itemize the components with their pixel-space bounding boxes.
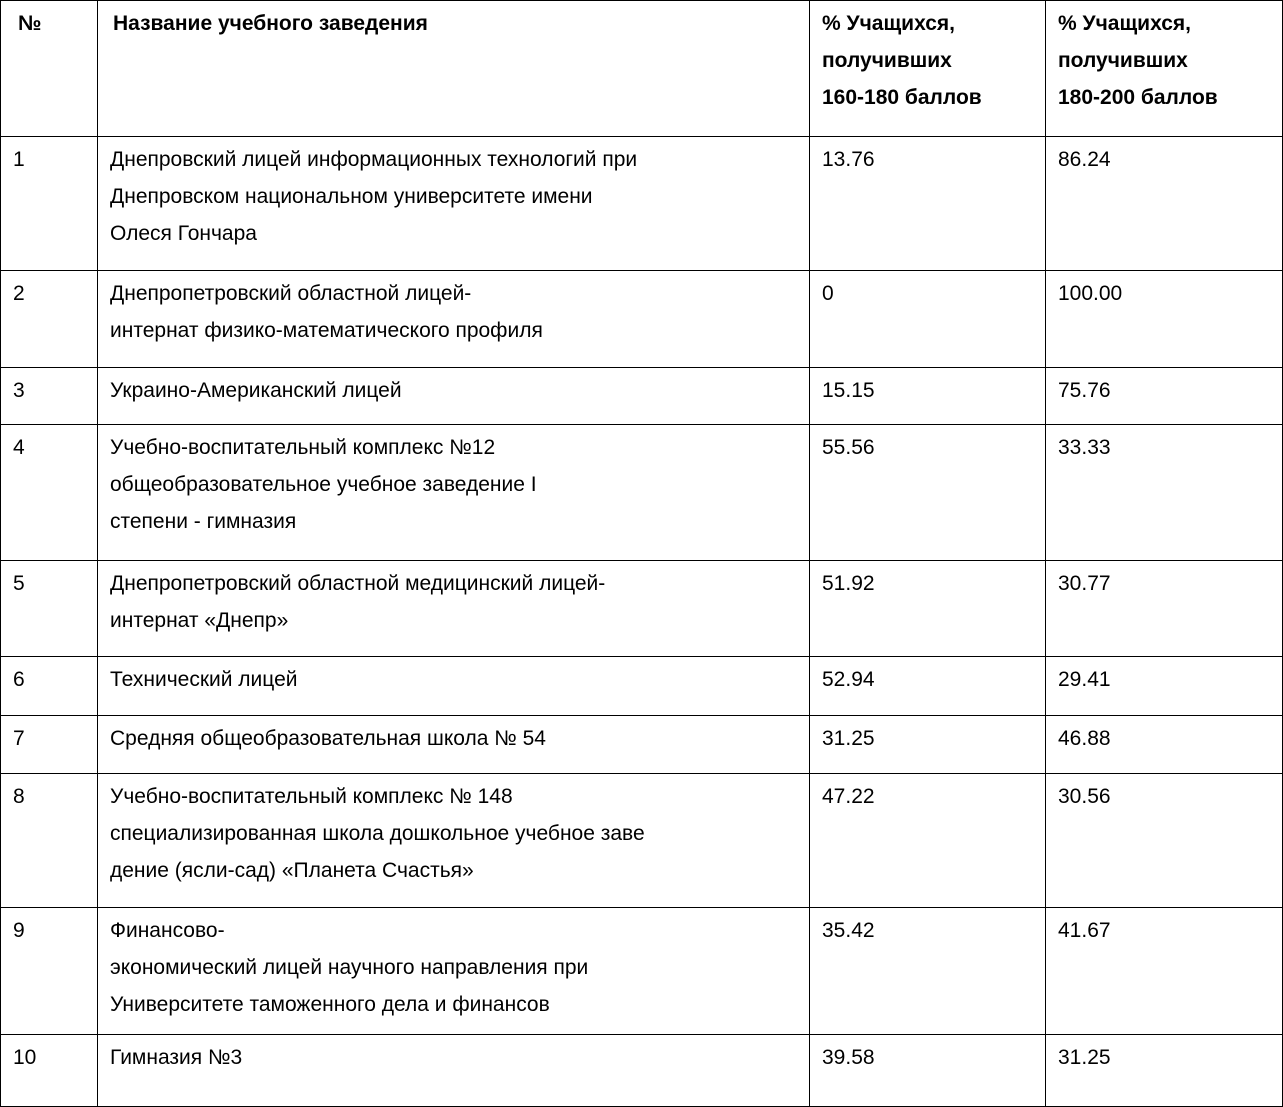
row-institution-name: Средняя общеобразовательная школа № 54 — [98, 716, 810, 774]
row-percent-180-200: 30.77 — [1046, 561, 1283, 657]
row-percent-180-200: 33.33 — [1046, 425, 1283, 561]
row-institution-name: Технический лицей — [98, 657, 810, 716]
row-percent-180-200: 41.67 — [1046, 908, 1283, 1035]
row-percent-180-200: 100.00 — [1046, 271, 1283, 368]
row-percent-180-200: 30.56 — [1046, 774, 1283, 908]
table-row — [1, 908, 1283, 1035]
header-number: № — [1, 1, 98, 137]
table-row — [1, 425, 1283, 561]
row-percent-180-200: 31.25 — [1046, 1035, 1283, 1107]
table-row — [1, 137, 1283, 271]
row-institution-name: Учебно-воспитательный комплекс №12 общеобразовательное учебное заведение I степени - гимназия — [98, 425, 810, 561]
row-number: 6 — [1, 657, 98, 716]
table-header-row — [1, 1, 1283, 137]
row-number: 2 — [1, 271, 98, 368]
row-percent-160-180: 47.22 — [810, 774, 1046, 908]
table-row — [1, 368, 1283, 425]
row-number: 5 — [1, 561, 98, 657]
row-percent-180-200: 75.76 — [1046, 368, 1283, 425]
row-percent-160-180: 55.56 — [810, 425, 1046, 561]
header-institution-name: Название учебного заведения — [98, 1, 810, 137]
row-institution-name: Днепровский лицей информационных технологий при Днепровском национальном университете имени Олеся Гончара — [98, 137, 810, 271]
row-institution-name: Днепропетровский областной медицинский лицей- интернат «Днепр» — [98, 561, 810, 657]
row-percent-180-200: 46.88 — [1046, 716, 1283, 774]
row-number: 7 — [1, 716, 98, 774]
table-row — [1, 1035, 1283, 1107]
row-percent-160-180: 13.76 — [810, 137, 1046, 271]
row-percent-160-180: 31.25 — [810, 716, 1046, 774]
table-row — [1, 271, 1283, 368]
row-percent-180-200: 86.24 — [1046, 137, 1283, 271]
row-institution-name: Финансово- экономический лицей научного направления при Университете таможенного дела и финансов — [98, 908, 810, 1035]
header-percent-160-180: % Учащихся, получивших 160-180 баллов — [810, 1, 1046, 137]
row-percent-160-180: 39.58 — [810, 1035, 1046, 1107]
table-row — [1, 716, 1283, 774]
row-institution-name: Учебно-воспитательный комплекс № 148 специализированная школа дошкольное учебное заве дение (ясли-сад) «Планета Счастья» — [98, 774, 810, 908]
row-percent-160-180: 15.15 — [810, 368, 1046, 425]
row-percent-160-180: 51.92 — [810, 561, 1046, 657]
row-number: 10 — [1, 1035, 98, 1107]
row-number: 3 — [1, 368, 98, 425]
row-percent-160-180: 52.94 — [810, 657, 1046, 716]
row-percent-180-200: 29.41 — [1046, 657, 1283, 716]
table-row — [1, 561, 1283, 657]
table-row — [1, 774, 1283, 908]
row-number: 9 — [1, 908, 98, 1035]
row-institution-name: Гимназия №3 — [98, 1035, 810, 1107]
row-institution-name: Днепропетровский областной лицей- интернат физико-математического профиля — [98, 271, 810, 368]
row-percent-160-180: 0 — [810, 271, 1046, 368]
row-number: 8 — [1, 774, 98, 908]
row-number: 1 — [1, 137, 98, 271]
header-percent-180-200: % Учащихся, получивших 180-200 баллов — [1046, 1, 1283, 137]
row-institution-name: Украино-Американский лицей — [98, 368, 810, 425]
row-number: 4 — [1, 425, 98, 561]
table-row — [1, 657, 1283, 716]
row-percent-160-180: 35.42 — [810, 908, 1046, 1035]
